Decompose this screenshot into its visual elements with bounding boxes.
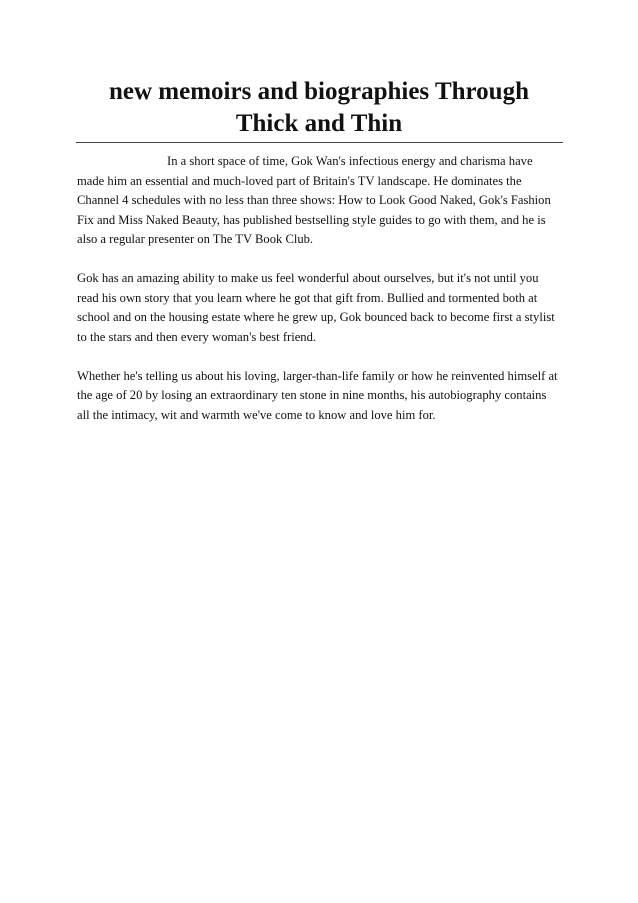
paragraph-1-text: In a short space of time, Gok Wan's infectious energy and charisma have made him an essential and much-loved part of Britain's TV landscape. He dominates the Channel 4 schedules with no less than three shows: How to Look Good Naked, Gok's Fashion Fix and Miss Naked Beauty, has published bestselling style guides to go with them, and he is also a regular presenter on The TV Book Club. — [77, 154, 551, 246]
title-divider — [76, 142, 563, 143]
paragraph-1 — [77, 152, 561, 250]
paragraph-3: Whether he's telling us about his loving, larger-than-life family or how he reinvented himself at the age of 20 by losing an extraordinary ten stone in nine months, his autobiography contains all the intimacy, wit and warmth we've come to know and love him for. — [77, 368, 558, 422]
paragraph-2: Gok has an amazing ability to make us feel wonderful about ourselves, but it's not until you read his own story that you learn where he got that gift from. Bullied and tormented both at school and on the housing estate where he grew up, Gok bounced back to become first a stylist to the stars and then every woman's best friend. — [77, 271, 555, 344]
document-body — [77, 152, 561, 445]
document-title: new memoirs and biographies Through Thick and Thin — [109, 78, 529, 137]
